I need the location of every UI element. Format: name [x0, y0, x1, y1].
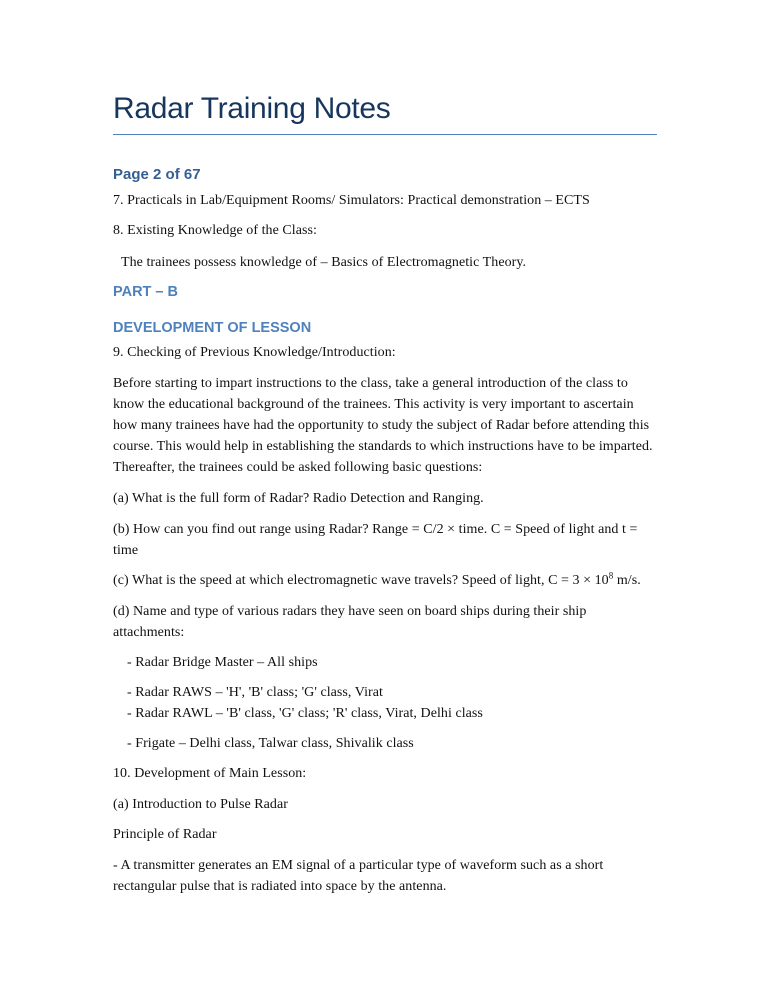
intro-paragraph: Before starting to impart instructions to the class, take a general introduction of the class to know the educational background of the trainees. This activity is very important to ascertain how many trainees have had the opportunity to study the subject of Radar before attending this course. This would help in establishing the standards to which instructions have to be imparted. Thereafter, the trainees could be asked following basic questions:: [113, 376, 653, 475]
question-b: (b) How can you find out range using Radar? Range = C/2 × time. C = Speed of light and t = time: [113, 522, 638, 558]
radar-list-item: - Frigate – Delhi class, Talwar class, Shivalik class: [127, 736, 414, 751]
principle-text: - A transmitter generates an EM signal of a particular type of waveform such as a short rectangular pulse that is radiated into space by the antenna.: [113, 858, 604, 894]
title-divider: [113, 134, 657, 135]
question-a: (a) What is the full form of Radar? Radio Detection and Ranging.: [113, 491, 484, 506]
item-8-detail: The trainees possess knowledge of – Basics of Electromagnetic Theory.: [121, 255, 527, 270]
part-b-heading: PART – B: [113, 284, 178, 300]
item-7: 7. Practicals in Lab/Equipment Rooms/ Simulators: Practical demonstration – ECTS: [113, 193, 590, 208]
exponent: 8: [608, 570, 614, 581]
item-8: 8. Existing Knowledge of the Class:: [113, 223, 317, 238]
question-c: [113, 570, 673, 591]
item-9: 9. Checking of Previous Knowledge/Introduction:: [113, 345, 396, 360]
page-label: Page 2 of 67: [113, 166, 201, 183]
question-c-text: (c) What is the speed at which electromagnetic wave travels? Speed of light, C = 3 × 10: [113, 573, 609, 588]
item-10: 10. Development of Main Lesson:: [113, 766, 307, 781]
radar-list-item: - Radar Bridge Master – All ships: [127, 655, 318, 670]
subsection-a: (a) Introduction to Pulse Radar: [113, 797, 288, 812]
question-c-unit: m/s.: [613, 573, 641, 588]
radar-list-item: - Radar RAWS – 'H', 'B' class; 'G' class, Virat: [127, 685, 383, 700]
development-heading: DEVELOPMENT OF LESSON: [113, 320, 312, 336]
principle-heading: Principle of Radar: [113, 827, 217, 842]
document-title: Radar Training Notes: [113, 92, 391, 125]
radar-list-item: - Radar RAWL – 'B' class, 'G' class; 'R' class, Virat, Delhi class: [127, 706, 483, 721]
question-d: (d) Name and type of various radars they have seen on board ships during their ship attachments:: [113, 604, 587, 640]
